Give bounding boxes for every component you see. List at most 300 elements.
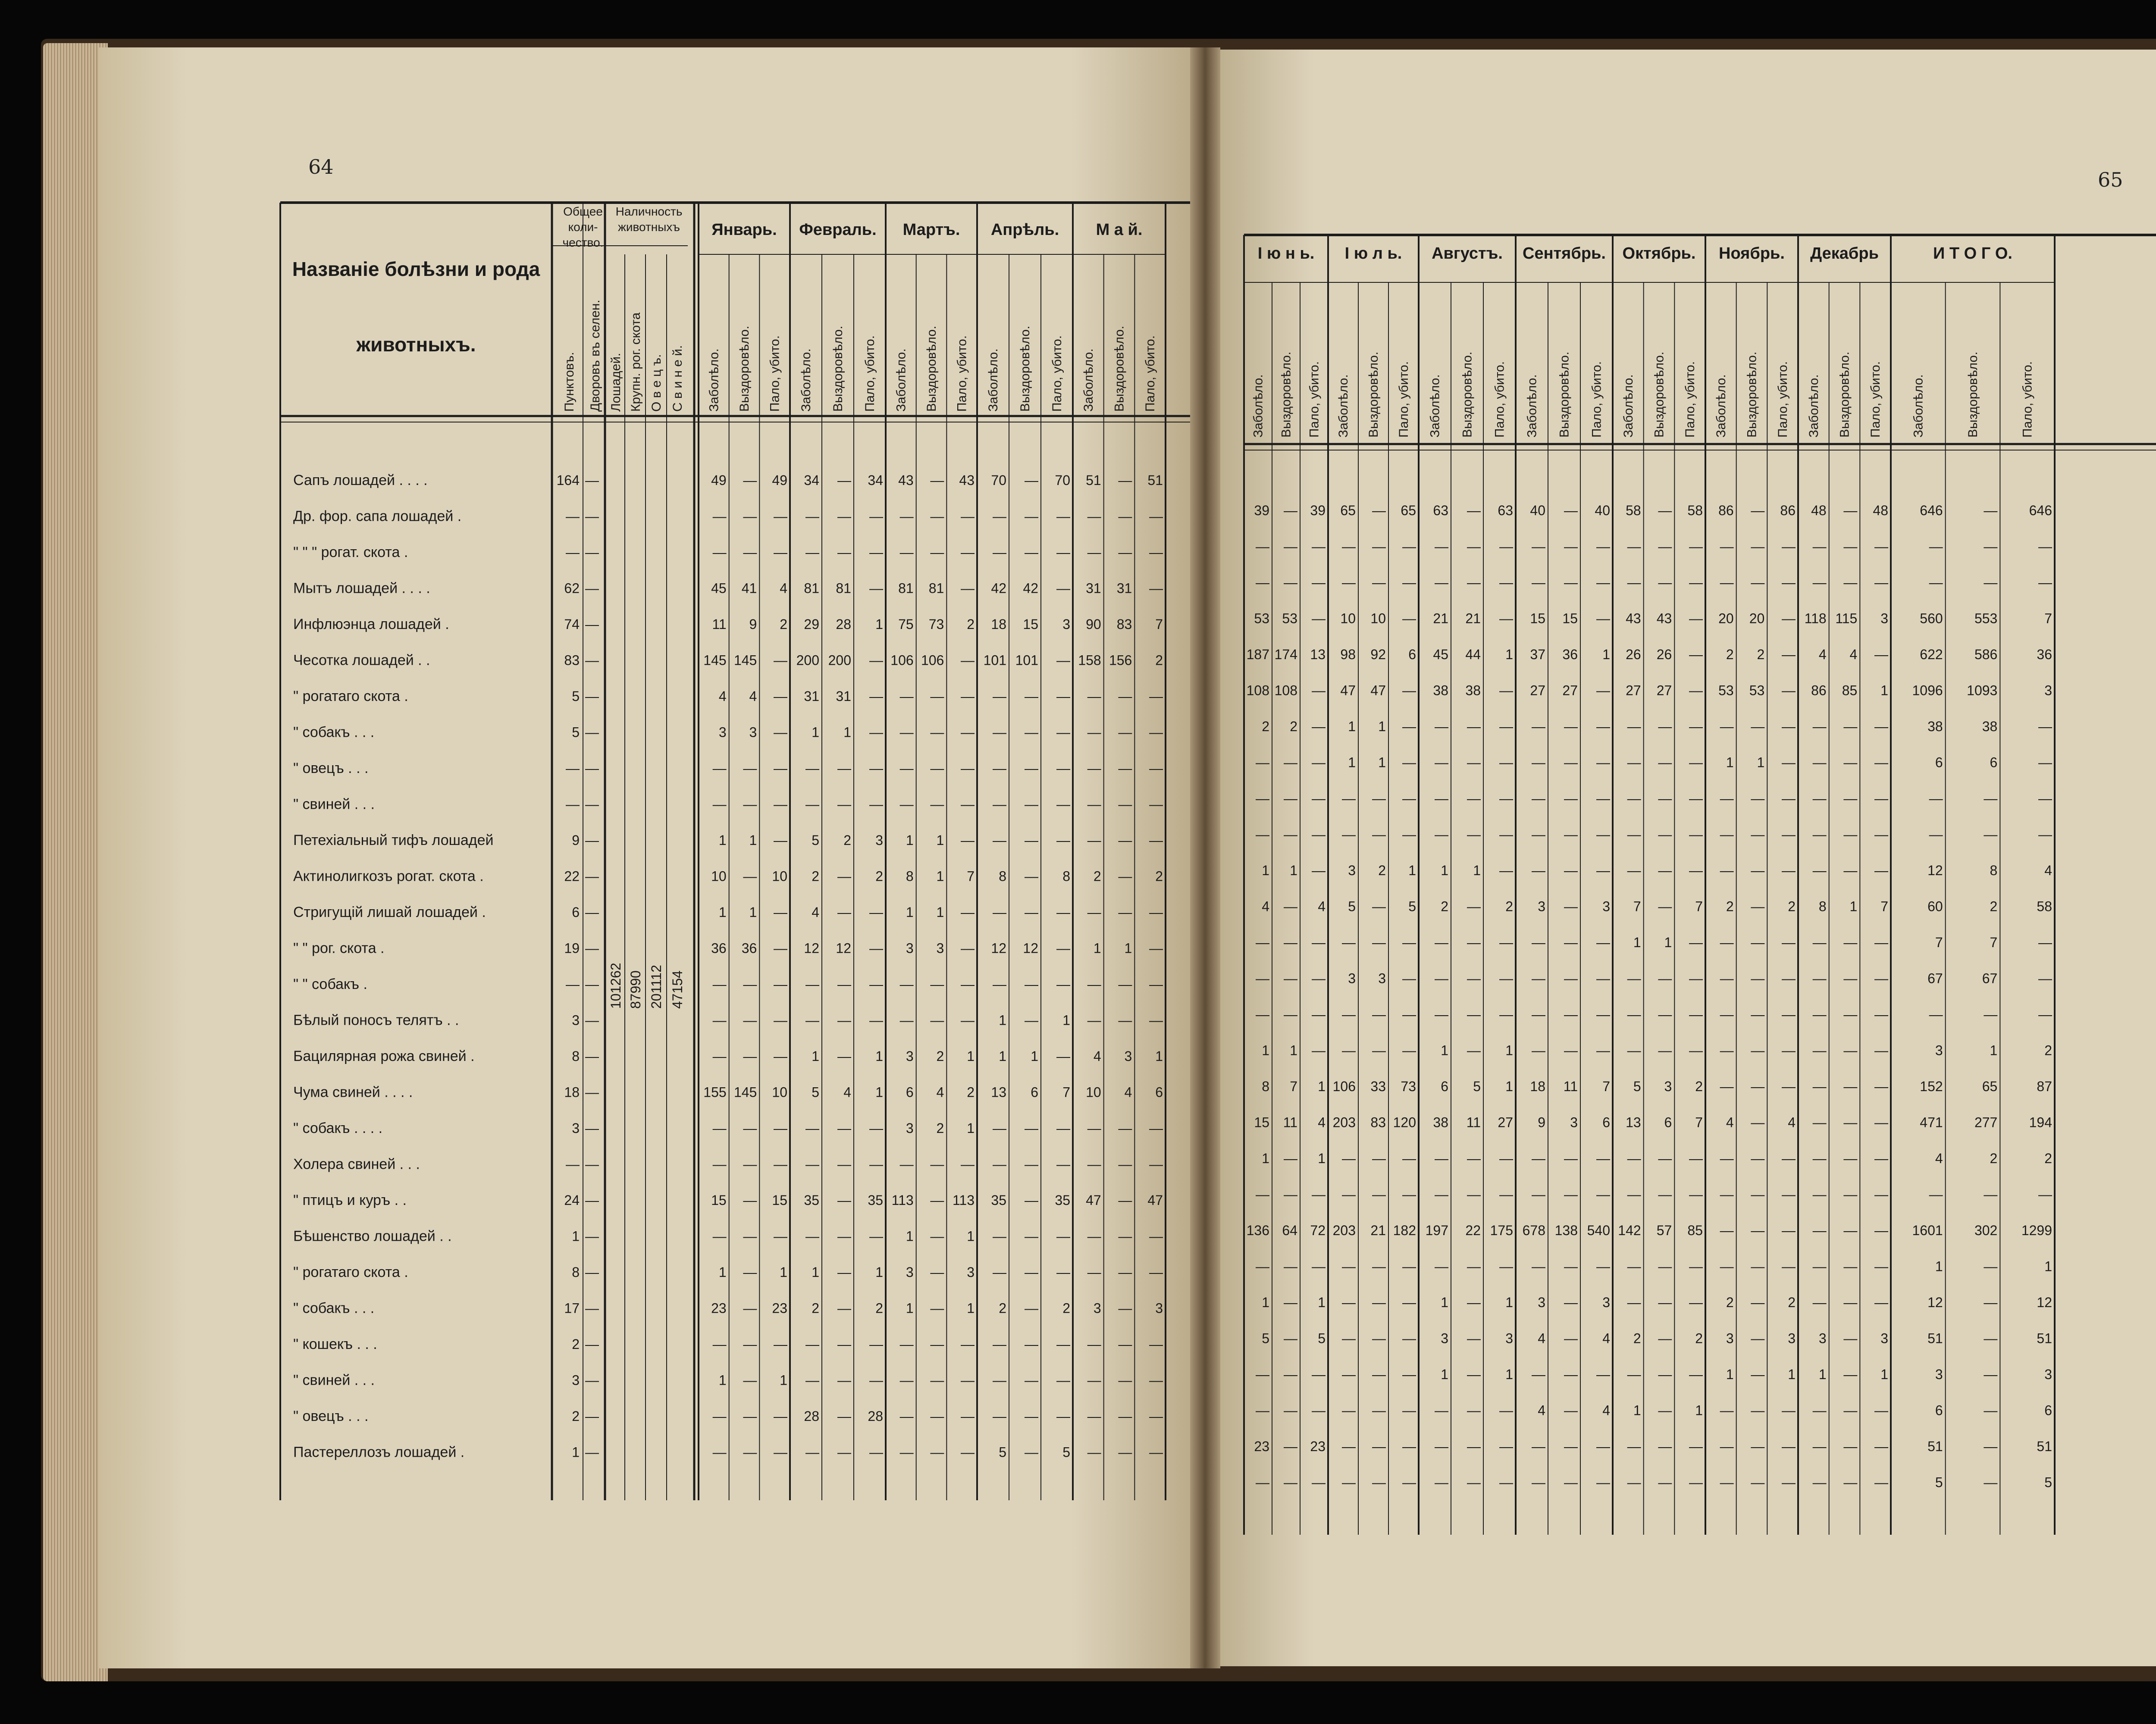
table-cell: —	[1118, 1408, 1132, 1424]
table-cell: —	[1782, 610, 1796, 626]
table-cell: —	[1372, 1439, 1386, 1454]
table-cell: —	[930, 688, 944, 704]
table-cell: 646	[1920, 503, 1943, 518]
table-cell: —	[1812, 1295, 1827, 1310]
table-cell: —	[712, 1444, 727, 1460]
table-cell: —	[712, 1336, 727, 1352]
table-cell: —	[1435, 826, 1448, 842]
table-cell: —	[993, 1372, 1006, 1388]
table-cell: —	[837, 904, 851, 920]
table-cell: 1	[906, 832, 914, 848]
column-header-sub: Пало, убито.	[863, 335, 877, 412]
table-cell: —	[1342, 1295, 1356, 1310]
table-cell: 1	[875, 1048, 883, 1064]
table-cell: —	[1627, 1186, 1641, 1202]
table-cell: —	[1812, 826, 1827, 842]
table-cell: —	[1751, 1186, 1765, 1202]
table-cell: —	[1372, 1042, 1386, 1058]
table-cell: —	[869, 1120, 883, 1136]
table-cell: 39	[1310, 503, 1326, 518]
table-cell: —	[1149, 904, 1163, 920]
table-cell: —	[1256, 1367, 1269, 1382]
table-cell: —	[1658, 1439, 1672, 1454]
table-cell: 38	[1465, 682, 1481, 698]
table-cell: —	[1596, 970, 1610, 986]
table-cell: —	[1499, 863, 1513, 878]
table-cell: —	[1402, 791, 1416, 806]
table-cell: —	[1087, 1336, 1101, 1352]
table-cell: 3	[1348, 970, 1356, 986]
table-cell: 18	[1530, 1079, 1545, 1094]
table-cell: 1	[718, 1372, 727, 1388]
table-cell: —	[899, 1336, 914, 1352]
table-cell: —	[1467, 538, 1481, 554]
table-cell: —	[1467, 1402, 1481, 1418]
table-cell: —	[1087, 1228, 1101, 1244]
table-cell: 1	[999, 1048, 1006, 1064]
table-cell: —	[743, 760, 757, 776]
table-cell: —	[1499, 1186, 1513, 1202]
table-cell: —	[1149, 976, 1163, 992]
table-cell: —	[1149, 724, 1163, 740]
table-cell: —	[1342, 1007, 1356, 1022]
table-cell: —	[1312, 1258, 1326, 1274]
table-cell: —	[1342, 1042, 1356, 1058]
table-cell: —	[1284, 1151, 1297, 1166]
column-header-stock-kind: О в е ц ъ.	[649, 354, 664, 412]
table-cell: 2	[780, 616, 787, 632]
table-cell: 1	[1262, 863, 1269, 878]
table-cell: 2	[1726, 1295, 1734, 1310]
table-cell: —	[1284, 1258, 1297, 1274]
table-cell: —	[1751, 1042, 1765, 1058]
row-label-disease: Бацилярная рожа свиней .	[293, 1048, 475, 1064]
column-header-sub: Выздоровѣло.	[1279, 351, 1294, 438]
table-cell: —	[774, 760, 787, 776]
table-cell: 2	[1155, 652, 1163, 668]
table-cell: 28	[836, 616, 851, 632]
table-cell: —	[961, 1372, 975, 1388]
row-label-disease: Бѣшенство лошадей . .	[293, 1228, 452, 1245]
month-header: И Т О Г О.	[1933, 244, 2012, 263]
table-cell: —	[1312, 754, 1326, 770]
table-cell: 145	[733, 652, 757, 668]
table-cell: 1	[1062, 1012, 1070, 1028]
month-header: Августъ.	[1432, 244, 1503, 263]
table-cell: 1	[780, 1264, 787, 1280]
table-cell: 67	[1982, 970, 1998, 986]
table-cell: —	[1782, 1186, 1796, 1202]
table-cell: 86	[1811, 682, 1827, 698]
table-cell: 10	[772, 868, 787, 884]
table-cell: —	[1435, 1439, 1448, 1454]
table-cell: —	[1025, 1372, 1038, 1388]
table-cell: —	[1984, 1402, 1998, 1418]
table-cell: —	[1342, 826, 1356, 842]
table-cell: —	[1372, 1186, 1386, 1202]
table-cell: 45	[711, 580, 727, 596]
table-cell: —	[1402, 1474, 1416, 1490]
table-cell: —	[805, 1444, 819, 1460]
table-cell: —	[774, 1120, 787, 1136]
table-cell: —	[1782, 575, 1796, 590]
table-cell: —	[1812, 538, 1827, 554]
table-cell: —	[1596, 791, 1610, 806]
table-cell: —	[1689, 719, 1703, 734]
table-cell: —	[805, 544, 819, 560]
table-cell: —	[1402, 1186, 1416, 1202]
table-cell: —	[1499, 538, 1513, 554]
table-cell: 471	[1920, 1114, 1943, 1130]
table-cell: —	[899, 1444, 914, 1460]
table-cell: 23	[711, 1300, 727, 1316]
table-cell: —	[1256, 1007, 1269, 1022]
table-cell: —	[1402, 1402, 1416, 1418]
cell-points: 8	[572, 1264, 580, 1280]
table-cell: 21	[1433, 610, 1448, 626]
table-cell: —	[1627, 1295, 1641, 1310]
table-cell: —	[1812, 754, 1827, 770]
table-cell: 2	[999, 1300, 1006, 1316]
column-header-sub: Выздоровѣло.	[1112, 325, 1127, 412]
table-cell: —	[774, 652, 787, 668]
table-cell: —	[1596, 1474, 1610, 1490]
cell-points: 74	[564, 616, 580, 632]
table-cell: 113	[891, 1192, 914, 1208]
table-cell: —	[1627, 1258, 1641, 1274]
table-cell: —	[1342, 1186, 1356, 1202]
table-cell: —	[743, 1264, 757, 1280]
table-cell: 49	[772, 472, 787, 488]
table-cell: —	[837, 796, 851, 812]
table-cell: 3	[936, 940, 944, 956]
table-cell: —	[869, 760, 883, 776]
table-cell: —	[1984, 538, 1998, 554]
table-cell: —	[1984, 575, 1998, 590]
table-cell: —	[1782, 863, 1796, 878]
table-cell: —	[1402, 538, 1416, 554]
table-cell: —	[1312, 863, 1326, 878]
table-cell: 182	[1393, 1223, 1416, 1238]
table-cell: —	[1812, 1223, 1827, 1238]
table-cell: —	[1149, 1156, 1163, 1172]
cell-points: —	[566, 544, 580, 560]
table-cell: —	[1689, 935, 1703, 950]
table-cell: —	[1402, 1007, 1416, 1022]
table-cell: —	[1751, 1402, 1765, 1418]
table-cell: —	[1627, 1474, 1641, 1490]
table-cell: 5	[1935, 1474, 1943, 1490]
cell-yards: —	[585, 1120, 599, 1136]
table-cell: —	[930, 976, 944, 992]
table-cell: —	[1984, 1474, 1998, 1490]
month-header: М а й.	[1096, 221, 1143, 239]
table-cell: —	[1402, 1367, 1416, 1382]
table-cell: —	[837, 472, 851, 488]
table-cell: —	[1843, 1186, 1858, 1202]
table-cell: —	[1149, 832, 1163, 848]
table-cell: —	[930, 1264, 944, 1280]
table-cell: 4	[843, 1084, 851, 1100]
table-cell: —	[1118, 1120, 1132, 1136]
row-label-disease: Холера свиней . . .	[293, 1156, 420, 1173]
table-cell: —	[1087, 1264, 1101, 1280]
table-cell: —	[1929, 575, 1943, 590]
table-cell: —	[1435, 575, 1448, 590]
table-cell: —	[1782, 970, 1796, 986]
table-cell: —	[1874, 1186, 1888, 1202]
table-cell: —	[1843, 1258, 1858, 1274]
table-cell: —	[1596, 1439, 1610, 1454]
table-cell: —	[1874, 1402, 1888, 1418]
table-cell: 15	[772, 1192, 787, 1208]
table-cell: —	[1532, 826, 1545, 842]
table-cell: —	[1342, 1151, 1356, 1166]
table-cell: —	[1532, 1151, 1545, 1166]
table-cell: 31	[804, 688, 819, 704]
table-cell: —	[1284, 1007, 1297, 1022]
table-cell: —	[1658, 863, 1672, 878]
table-cell: —	[774, 688, 787, 704]
table-cell: —	[743, 1156, 757, 1172]
table-cell: —	[712, 1228, 727, 1244]
table-cell: —	[1372, 1330, 1386, 1346]
table-cell: —	[743, 1228, 757, 1244]
table-cell: 158	[1078, 652, 1101, 668]
table-cell: —	[1149, 760, 1163, 776]
table-cell: 142	[1618, 1223, 1641, 1238]
table-cell: —	[1056, 760, 1070, 776]
table-cell: —	[961, 544, 975, 560]
table-cell: —	[1056, 1372, 1070, 1388]
table-cell: —	[743, 472, 757, 488]
table-cell: —	[1627, 1367, 1641, 1382]
table-cell: —	[1812, 1151, 1827, 1166]
table-cell: —	[1118, 976, 1132, 992]
table-cell: —	[1627, 826, 1641, 842]
table-cell: 11	[1466, 1114, 1481, 1130]
table-cell: 39	[1254, 503, 1269, 518]
table-cell: —	[1284, 1474, 1297, 1490]
table-cell: —	[837, 1228, 851, 1244]
table-cell: —	[1874, 575, 1888, 590]
table-cell: —	[1256, 575, 1269, 590]
table-cell: —	[1874, 863, 1888, 878]
table-cell: 1601	[1912, 1223, 1943, 1238]
table-cell: 47	[1147, 1192, 1163, 1208]
table-cell: 65	[1340, 503, 1356, 518]
table-cell: —	[1256, 1474, 1269, 1490]
table-cell: —	[1751, 503, 1765, 518]
table-cell: —	[1658, 719, 1672, 734]
table-cell: —	[1596, 538, 1610, 554]
table-cell: 58	[2037, 898, 2052, 914]
table-cell: —	[1312, 1007, 1326, 1022]
table-cell: —	[1467, 575, 1481, 590]
table-cell: —	[961, 1336, 975, 1352]
column-header-total: Общее	[563, 205, 603, 218]
table-cell: —	[993, 724, 1006, 740]
table-cell: —	[930, 1156, 944, 1172]
table-cell: —	[1843, 575, 1858, 590]
table-cell: 15	[1530, 610, 1545, 626]
table-cell: 49	[711, 472, 727, 488]
table-cell: —	[869, 724, 883, 740]
table-cell: 553	[1974, 610, 1998, 626]
table-cell: —	[1720, 1439, 1734, 1454]
table-cell: 106	[890, 652, 914, 668]
table-cell: —	[1658, 575, 1672, 590]
table-cell: —	[993, 508, 1006, 524]
table-cell: —	[1782, 1258, 1796, 1274]
table-cell: 20	[1718, 610, 1734, 626]
table-cell: —	[1025, 508, 1038, 524]
table-cell: —	[899, 976, 914, 992]
cell-yards: —	[585, 580, 599, 596]
table-cell: 11	[1283, 1114, 1297, 1130]
table-cell: —	[1372, 898, 1386, 914]
table-cell: —	[774, 832, 787, 848]
table-cell: —	[1402, 1258, 1416, 1274]
table-cell: 1093	[1967, 682, 1998, 698]
table-cell: —	[2038, 791, 2052, 806]
table-cell: —	[1874, 1114, 1888, 1130]
cell-yards: —	[585, 940, 599, 956]
table-cell: —	[1435, 1258, 1448, 1274]
table-cell: —	[1118, 1444, 1132, 1460]
table-cell: 92	[1370, 647, 1386, 662]
table-cell: —	[743, 508, 757, 524]
table-cell: —	[1499, 1474, 1513, 1490]
table-cell: —	[1782, 1439, 1796, 1454]
table-cell: —	[2038, 719, 2052, 734]
table-cell: —	[1025, 1408, 1038, 1424]
table-cell: —	[837, 1120, 851, 1136]
table-cell: —	[1689, 575, 1703, 590]
table-cell: 4	[1602, 1330, 1610, 1346]
table-cell: 6	[1935, 754, 1943, 770]
table-cell: —	[1499, 682, 1513, 698]
table-cell: —	[993, 1336, 1006, 1352]
table-cell: —	[993, 796, 1006, 812]
table-cell: —	[712, 1048, 727, 1064]
table-cell: —	[1984, 1330, 1998, 1346]
table-cell: —	[1627, 1151, 1641, 1166]
table-cell: —	[1372, 575, 1386, 590]
table-cell: —	[1720, 719, 1734, 734]
table-cell: —	[1256, 1186, 1269, 1202]
table-cell: 2	[2044, 1042, 2052, 1058]
table-cell: —	[1025, 832, 1038, 848]
table-cell: —	[1564, 575, 1578, 590]
table-cell: —	[1984, 1295, 1998, 1310]
table-cell: 73	[1401, 1079, 1416, 1094]
cell-points: 1	[572, 1444, 580, 1460]
table-cell: —	[1532, 863, 1545, 878]
table-cell: —	[1149, 1228, 1163, 1244]
table-cell: —	[869, 1012, 883, 1028]
table-cell: —	[1402, 1151, 1416, 1166]
table-cell: 11	[1563, 1079, 1578, 1094]
table-cell: 540	[1587, 1223, 1610, 1238]
table-cell: 1	[1262, 1295, 1269, 1310]
table-cell: —	[1658, 503, 1672, 518]
table-cell: —	[1812, 1402, 1827, 1418]
table-cell: 13	[1310, 647, 1326, 662]
table-cell: 51	[1147, 472, 1163, 488]
left-page-number: 64	[308, 155, 334, 178]
table-cell: 43	[898, 472, 914, 488]
table-cell: —	[774, 724, 787, 740]
table-cell: —	[930, 1444, 944, 1460]
table-cell: —	[1149, 1120, 1163, 1136]
table-cell: —	[1467, 935, 1481, 950]
table-cell: 101	[1015, 652, 1038, 668]
table-cell: —	[1372, 1367, 1386, 1382]
table-cell: 23	[1310, 1439, 1326, 1454]
table-cell: —	[1025, 1156, 1038, 1172]
table-cell: —	[1435, 1474, 1448, 1490]
table-cell: —	[1256, 538, 1269, 554]
table-cell: —	[961, 580, 975, 596]
table-cell: —	[805, 1336, 819, 1352]
table-cell: —	[837, 1156, 851, 1172]
table-cell: —	[1402, 719, 1416, 734]
table-cell: 2	[1757, 647, 1765, 662]
cell-points: —	[566, 796, 580, 812]
table-cell: 36	[1562, 647, 1578, 662]
table-cell: 1	[1348, 719, 1356, 734]
table-cell: 8	[1818, 898, 1827, 914]
table-cell: —	[1658, 791, 1672, 806]
table-cell: 34	[804, 472, 819, 488]
table-cell: —	[1532, 1258, 1545, 1274]
table-cell: —	[1751, 538, 1765, 554]
table-cell: —	[1782, 754, 1796, 770]
table-cell: 2	[1062, 1300, 1070, 1316]
table-cell: —	[1564, 970, 1578, 986]
table-cell: —	[1435, 970, 1448, 986]
table-cell: —	[930, 1372, 944, 1388]
table-cell: —	[1751, 1330, 1765, 1346]
table-cell: —	[1751, 575, 1765, 590]
column-header-sub: Заболѣло.	[1336, 374, 1351, 438]
table-cell: —	[1843, 935, 1858, 950]
table-cell: 1	[1441, 1295, 1448, 1310]
cell-yards: —	[585, 616, 599, 632]
table-cell: 1	[1290, 863, 1297, 878]
table-cell: 43	[959, 472, 975, 488]
table-cell: 65	[1401, 503, 1416, 518]
cell-yards: —	[585, 832, 599, 848]
table-cell: 47	[1340, 682, 1356, 698]
table-cell: —	[1812, 575, 1827, 590]
table-cell: 113	[952, 1192, 975, 1208]
table-cell: —	[1782, 1474, 1796, 1490]
table-cell: 3	[2044, 1367, 2052, 1382]
table-cell: —	[743, 1408, 757, 1424]
table-cell: —	[1056, 1264, 1070, 1280]
table-cell: —	[899, 544, 914, 560]
table-cell: —	[1658, 1330, 1672, 1346]
table-cell: —	[1149, 688, 1163, 704]
table-cell: —	[1467, 970, 1481, 986]
table-cell: —	[1658, 1186, 1672, 1202]
table-cell: 72	[1310, 1223, 1326, 1238]
row-label-disease: " птицъ и куръ . .	[293, 1192, 407, 1208]
table-cell: —	[1689, 791, 1703, 806]
column-header-sub: Выздоровѣло.	[1366, 351, 1381, 438]
